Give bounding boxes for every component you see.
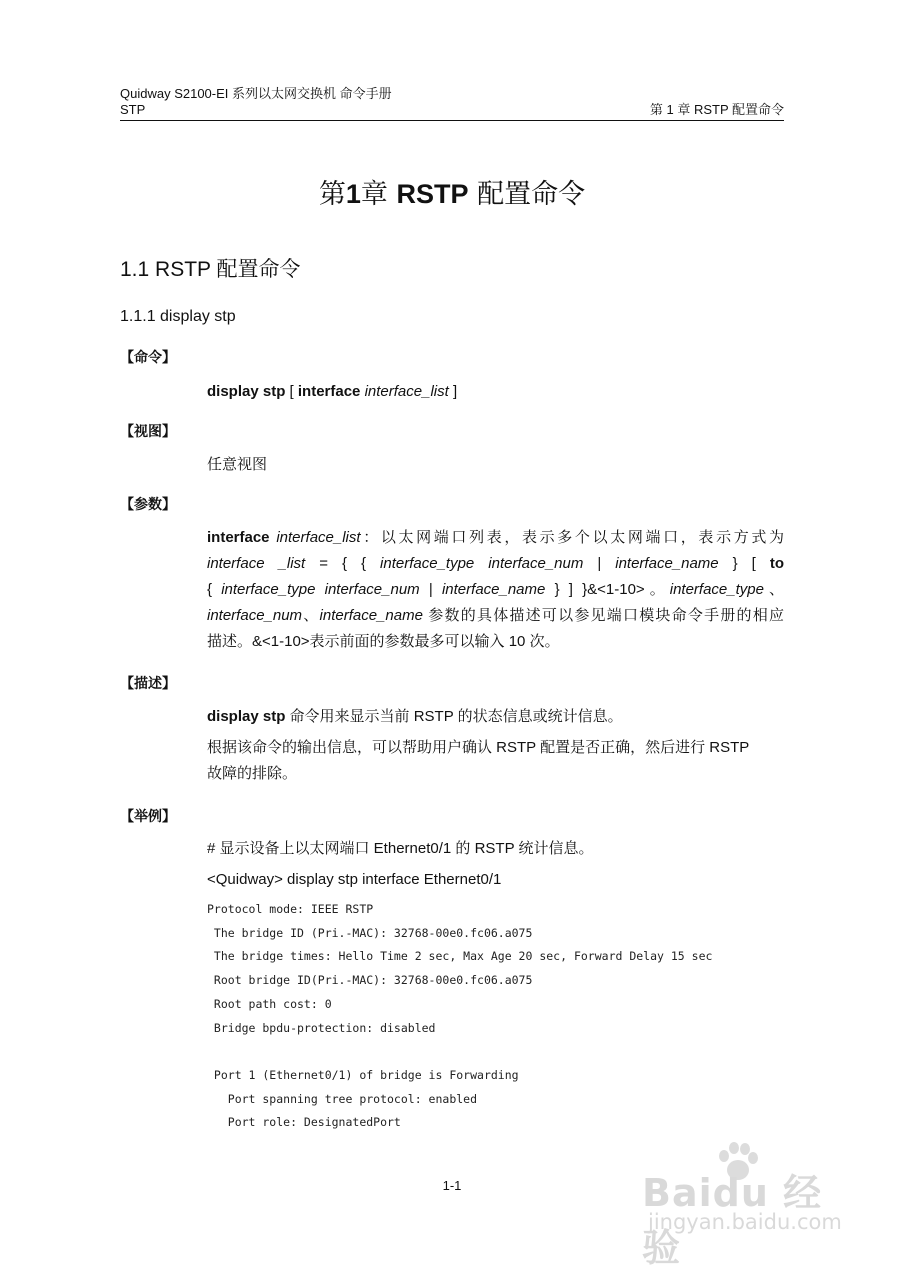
baidu-watermark [642, 1142, 852, 1270]
watermark-url: jingyan.baidu.com [648, 1210, 842, 1234]
params-l3-d: interface_name [441, 581, 546, 598]
section-heading: 1.1 RSTP 配置命令 [120, 258, 301, 281]
chapter-rest: 配置命令 [468, 179, 586, 210]
params-kw: interface [207, 529, 270, 546]
params-l4-d: 参数的具体描述可以参见端口模块命令手册的相应 [422, 607, 784, 624]
params-l3-f: interface_type [669, 581, 764, 598]
running-header [120, 86, 784, 118]
tag-command: 【命令】 [120, 350, 176, 366]
command-syntax [207, 379, 784, 405]
chapter-prefix: 第 [318, 179, 346, 210]
example-command: <Quidway> display stp interface Ethernet0/1 [207, 871, 502, 888]
example-output [207, 898, 712, 1135]
desc-para-1 [207, 704, 784, 730]
chapter-title [0, 172, 904, 211]
cmd-keyword-interface: interface [297, 383, 361, 400]
params-line-2 [207, 551, 784, 577]
cmd-arg: interface_list [360, 383, 449, 400]
params-l3-e: } ] }&<1-10>。 [545, 581, 670, 598]
output-line: Bridge bpdu-protection: disabled [207, 1020, 436, 1035]
params-line-5: 描述。&<1-10>表示前面的参数最多可以输入 10 次。 [207, 633, 560, 650]
params-l3-b: interface_type interface_num [221, 581, 420, 598]
watermark-logo-text: Baidu 经验 [642, 1171, 823, 1270]
output-line: The bridge ID (Pri.-MAC): 32768-00e0.fc06.a075 [207, 925, 533, 940]
cmd-keyword-display-stp: display stp [207, 383, 286, 400]
view-value: 任意视图 [207, 456, 268, 473]
params-l3-c: | [419, 581, 442, 598]
desc-text-1: 命令用来显示当前 RSTP 的状态信息或统计信息。 [285, 708, 623, 725]
tag-example: 【举例】 [120, 809, 176, 825]
params-block [207, 525, 784, 655]
params-l3-g: 、 [763, 581, 784, 598]
header-doc-title: Quidway S2100-EI 系列以太网交换机 命令手册 [120, 86, 392, 101]
params-l2-to: to [769, 555, 785, 572]
example-block [207, 836, 784, 893]
header-section-right: 第 1 章 RSTP 配置命令 [649, 102, 784, 117]
cmd-bracket-close: ] [448, 383, 458, 400]
desc-kw: display stp [207, 708, 286, 725]
tag-view: 【视图】 [120, 424, 176, 440]
output-line: Root path cost: 0 [207, 996, 332, 1011]
view-text [207, 452, 784, 478]
header-rule [120, 120, 784, 121]
chapter-mid: 章 [360, 179, 397, 210]
params-l2-a: interface _list [207, 555, 306, 572]
params-line-1 [207, 525, 784, 551]
cmd-bracket-open: [ [285, 383, 298, 400]
params-l2-d: | [583, 555, 616, 572]
subsection-heading: 1.1.1 display stp [120, 308, 236, 325]
params-l2-f: } [ [718, 555, 770, 572]
output-line [207, 1040, 712, 1064]
output-line: The bridge times: Hello Time 2 sec, Max Age 20 sec, Forward Delay 15 sec [207, 949, 713, 964]
params-l4-b: 、 [302, 607, 320, 624]
params-line-4 [207, 603, 784, 629]
tag-params: 【参数】 [120, 497, 176, 513]
params-line-3 [207, 577, 784, 603]
params-arg: interface_list [269, 529, 361, 546]
params-l2-c: interface_type interface_num [380, 555, 584, 572]
chapter-keyword: RSTP [396, 179, 469, 209]
example-intro: # 显示设备上以太网端口 Ethernet0/1 的 RSTP 统计信息。 [207, 840, 594, 857]
tag-desc: 【描述】 [120, 676, 176, 692]
params-l2-b: = { { [305, 555, 381, 572]
desc-para-2-line-1: 根据该命令的输出信息，可以帮助用户确认 RSTP 配置是否正确，然后进行 RSTP [207, 739, 750, 756]
output-line: Port role: DesignatedPort [207, 1115, 401, 1130]
output-line: Port 1 (Ethernet0/1) of bridge is Forwarding [207, 1067, 519, 1082]
chapter-number: 1 [345, 179, 361, 209]
output-line: Root bridge ID(Pri.-MAC): 32768-00e0.fc06.a075 [207, 973, 533, 988]
params-l2-e: interface_name [615, 555, 719, 572]
header-section-left: STP [120, 102, 146, 117]
output-line: Port spanning tree protocol: enabled [207, 1091, 478, 1106]
output-line: Protocol mode: IEEE RSTP [207, 902, 374, 916]
desc-para-2-line-2: 故障的排除。 [207, 765, 298, 782]
desc-block [207, 704, 784, 787]
params-l4-c: interface_name [319, 607, 423, 624]
params-text-1: ：以太网端口列表，表示多个以太网端口，表示方式为 [360, 529, 785, 546]
params-l4-a: interface_num [207, 607, 303, 624]
params-l3-a: { [207, 581, 222, 598]
page-number: 1-1 [442, 1178, 462, 1193]
